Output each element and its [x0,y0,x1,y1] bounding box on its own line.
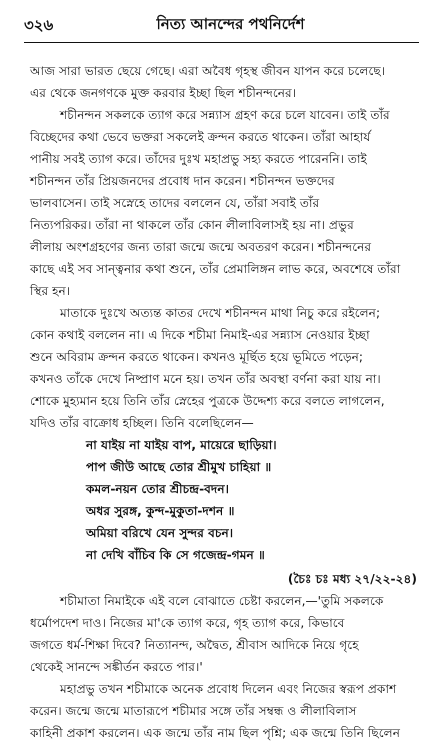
text-line: আজ সারা ভারত ছেয়ে গেছে। এরা অবৈধ গৃহস্থ জীবন যাপন করে চলেছে। [30,64,386,78]
text-line: থেকেই সানন্দে সঙ্কীর্তন করতে পার।' [30,660,203,674]
verse-block [30,434,423,566]
text-line: করেন। জন্মে জন্মে মাতারূপে শচীমার সঙ্গে তাঁর সম্বন্ধ ও লীলাবিলাস [30,704,357,718]
text-line: কাহিনী প্রকাশ করলেন। এক জন্মে তাঁর নাম ছিল পৃশ্নি; এক জন্মে তিনি ছিলেন [30,726,401,740]
text-line: কখনও তাঁকে দেখে নিষ্প্রাণ মনে হয়। তখন তাঁর অবস্থা বর্ণনা করা যায় না। [30,372,381,386]
text-line: পানীয় সবই ত্যাগ করে। তাঁদের দুঃখ মহাপ্রভু সহ্য করতে পারেননি। তাই [30,152,367,166]
text-line: ভালবাসেন। তাই সস্নেহে তাদের বললেন যে, তাঁরা সবাই তাঁর [30,196,320,210]
text-line: স্থির হন। [30,284,71,298]
text-line: শোকে মুহ্যমান হয়ে তিনি তাঁর স্নেহের পুত্রকে উদ্দেশ্য করে বলতে লাগলেন, [30,394,385,408]
paragraph [30,60,423,104]
verse-line: না দেখি বাঁচিব কি সে গজেন্দ্র-গমন ॥ [86,548,265,562]
body-text [30,60,423,744]
verse-line: না যাইয় না যাইয় বাপ, মায়েরে ছাড়িয়া। [86,438,277,452]
text-line: শচীনন্দন তাঁর প্রিয়জনদের প্রবোধ দান করেন। শচীনন্দন ভক্তদের [30,174,335,188]
running-title: নিত্য আনন্দের পথনির্দেশ [156,15,305,33]
text-line: এর থেকে জনগণকে মুক্ত করবার ইচ্ছা ছিল শচীনন্দনের। [30,86,297,100]
text-line: জগতে ধর্ম-শিক্ষা দিবে? নিত্যানন্দ, অদ্বৈত, শ্রীবাস আদিকে নিয়ে গৃহে [30,638,359,652]
verse-line: পাপ জীউ আছে তোর শ্রীমুখ চাহিয়া ॥ [86,460,272,474]
paragraph [30,104,423,302]
verse-line: কমল-নয়ন তোর শ্রীচন্দ্র-বদন। [86,482,229,496]
text-line: মহাপ্রভু তখন শচীমাকে অনেক প্রবোধ দিলেন এবং নিজের স্বরূপ প্রকাশ [60,682,397,696]
paragraph [30,302,423,434]
page-header [0,0,443,48]
text-line: নিত্যপরিকর। তাঁরা না থাকলে তাঁর কোন লীলাবিলাসই হয় না। প্রভুর [30,218,354,232]
page-number: ৩২৬ [24,16,54,34]
text-line: যদিও তাঁর বাক্রোধ হচ্ছিল। তিনি বলেছিলেন— [30,416,254,430]
verse-citation: (চৈঃ চঃ মধ্য ২৭/২২-২৪) [287,572,417,586]
text-line: ধর্মোপদেশ দাও। নিজের মা'কে ত্যাগ করে, গৃহ ত্যাগ করে, কিভাবে [30,616,345,630]
verse-line: অমিয়া বরিখে যেন সুন্দর বচন। [86,526,234,540]
paragraph [30,678,423,744]
verse-line: অধর সুরঙ্গ, কুন্দ-মুকুতা-দশন ॥ [86,504,235,518]
text-line: বিচ্ছেদের কথা ভেবে ভক্তরা সকলেই ক্রন্দন করতে থাকেন। তাঁরা আহার্য [30,130,371,144]
text-line: শচীমাতা নিমাইকে এই বলে বোঝাতে চেষ্টা করলেন,—'তুমি সকলকে [60,594,384,608]
text-line: কোন কথাই বললেন না। এ দিকে শচীমা নিমাই-এর সন্ন্যাস নেওয়ার ইচ্ছা [30,328,370,342]
text-line: কাছে এই সব সান্ত্বনার কথা শুনে, তাঁর প্রেমালিঙ্গন লাভ করে, অবশেষে তাঁরা [30,262,401,276]
text-line: মাতাকে দুঃখে অত্যন্ত কাতর দেখে শচীনন্দন মাথা নিচু করে রইলেন; [60,306,381,320]
header-rule [24,42,419,43]
text-line: শচীনন্দন সকলকে ত্যাগ করে সন্ন্যাস গ্রহণ করে চলে যাবেন। তাই তাঁর [60,108,390,122]
paragraph [30,590,423,678]
text-line: শুনে অবিরাম ক্রন্দন করতে থাকেন। কখনও মূর্ছিত হয়ে ভূমিতে পড়েন; [30,350,364,364]
text-line: লীলায় অংশগ্রহণের জন্য তারা জন্মে জন্মে অবতরণ করেন। শচীনন্দনের [30,240,372,254]
